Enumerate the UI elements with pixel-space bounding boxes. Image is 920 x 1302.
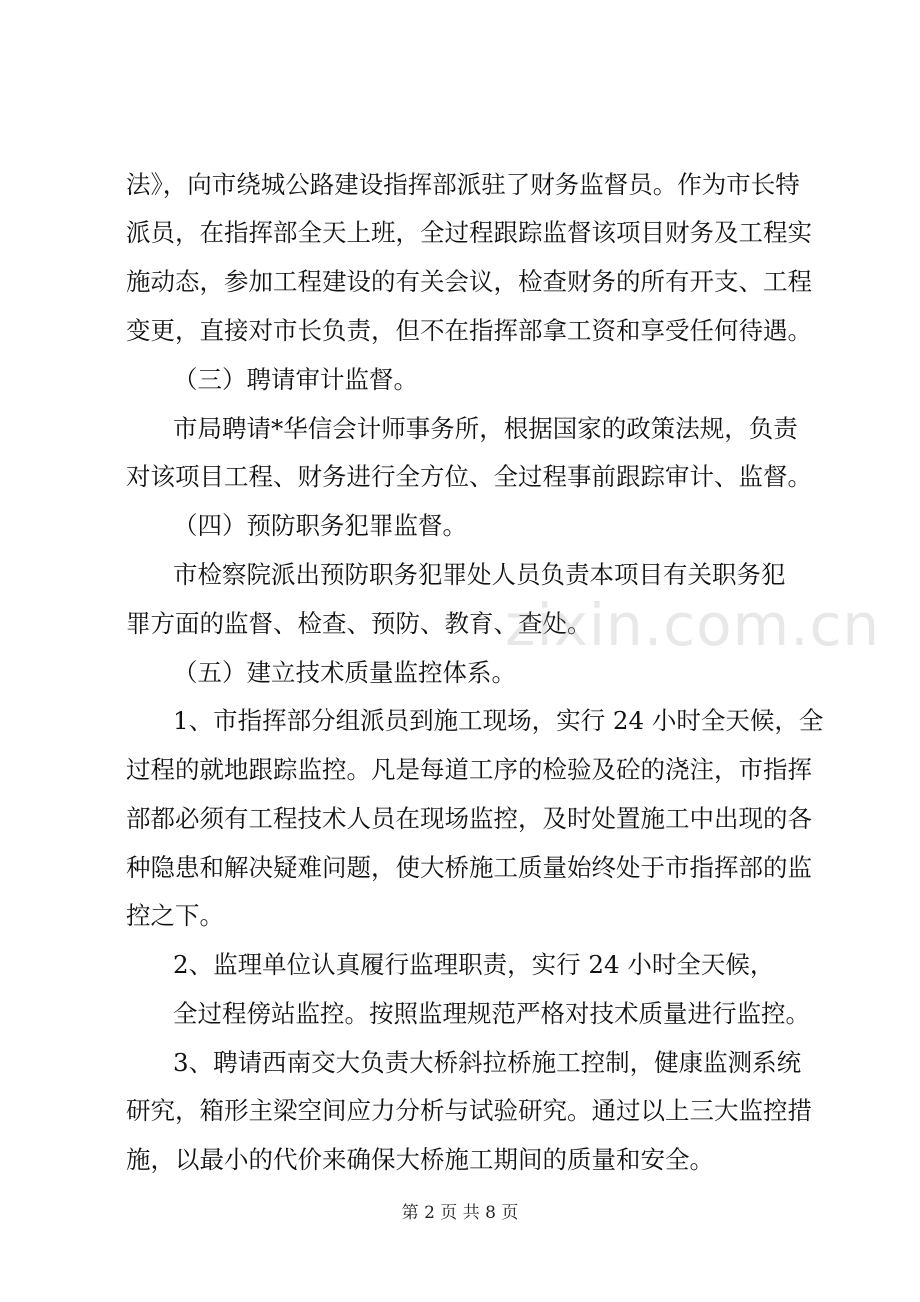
paragraph-line: 变更，直接对市长负责，但不在指挥部拿工资和享受任何待遇。 xyxy=(126,316,812,345)
paragraph-line: 法》，向市绕城公路建设指挥部派驻了财务监督员。作为市长特 xyxy=(126,170,800,199)
paragraph-line: 施动态，参加工程建设的有关会议，检查财务的所有开支、工程 xyxy=(126,267,812,296)
paragraph-line: 市检察院派出预防职务犯罪处人员负责本项目有关职务犯 xyxy=(173,560,786,589)
paragraph-line: 派员，在指挥部全天上班，全过程跟踪监督该项目财务及工程实 xyxy=(126,218,812,247)
paragraph-line: 3、聘请西南交大负责大桥斜拉桥施工控制，健康监测系统 xyxy=(173,1048,802,1077)
paragraph-line: 施，以最小的代价来确保大桥施工期间的质量和安全。 xyxy=(126,1145,714,1174)
paragraph-line: 研究，箱形主梁空间应力分析与试验研究。通过以上三大监控措 xyxy=(126,1096,812,1125)
page-footer: 第 2 页 共 8 页 xyxy=(401,1203,519,1223)
paragraph-line: 过程的就地跟踪监控。凡是每道工序的检验及砼的浇注，市指挥 xyxy=(126,755,812,784)
section-heading: （三）聘请审计监督。 xyxy=(173,365,418,394)
paragraph-line: 2、监理单位认真履行监理职责，实行 24 小时全天候， xyxy=(173,950,775,979)
section-heading: （四）预防职务犯罪监督。 xyxy=(173,511,467,540)
paragraph-line: 1、市指挥部分组派员到施工现场，实行 24 小时全天候，全 xyxy=(173,706,824,735)
paragraph-line: 市局聘请*华信会计师事务所，根据国家的政策法规，负责 xyxy=(173,414,798,443)
paragraph-line: 部都必须有工程技术人员在现场监控，及时处置施工中出现的各 xyxy=(126,804,812,833)
watermark-text: zixin.com.cn xyxy=(505,591,881,659)
paragraph-line: 控之下。 xyxy=(126,901,224,930)
paragraph-line: 罪方面的监督、检查、预防、教育、查处。 xyxy=(126,609,592,638)
section-heading: （五）建立技术质量监控体系。 xyxy=(173,658,516,687)
paragraph-line: 对该项目工程、财务进行全方位、全过程事前跟踪审计、监督。 xyxy=(126,462,812,491)
paragraph-line: 全过程傍站监控。按照监理规范严格对技术质量进行监控。 xyxy=(173,999,810,1028)
paragraph-line: 种隐患和解决疑难问题，使大桥施工质量始终处于市指挥部的监 xyxy=(126,853,812,882)
